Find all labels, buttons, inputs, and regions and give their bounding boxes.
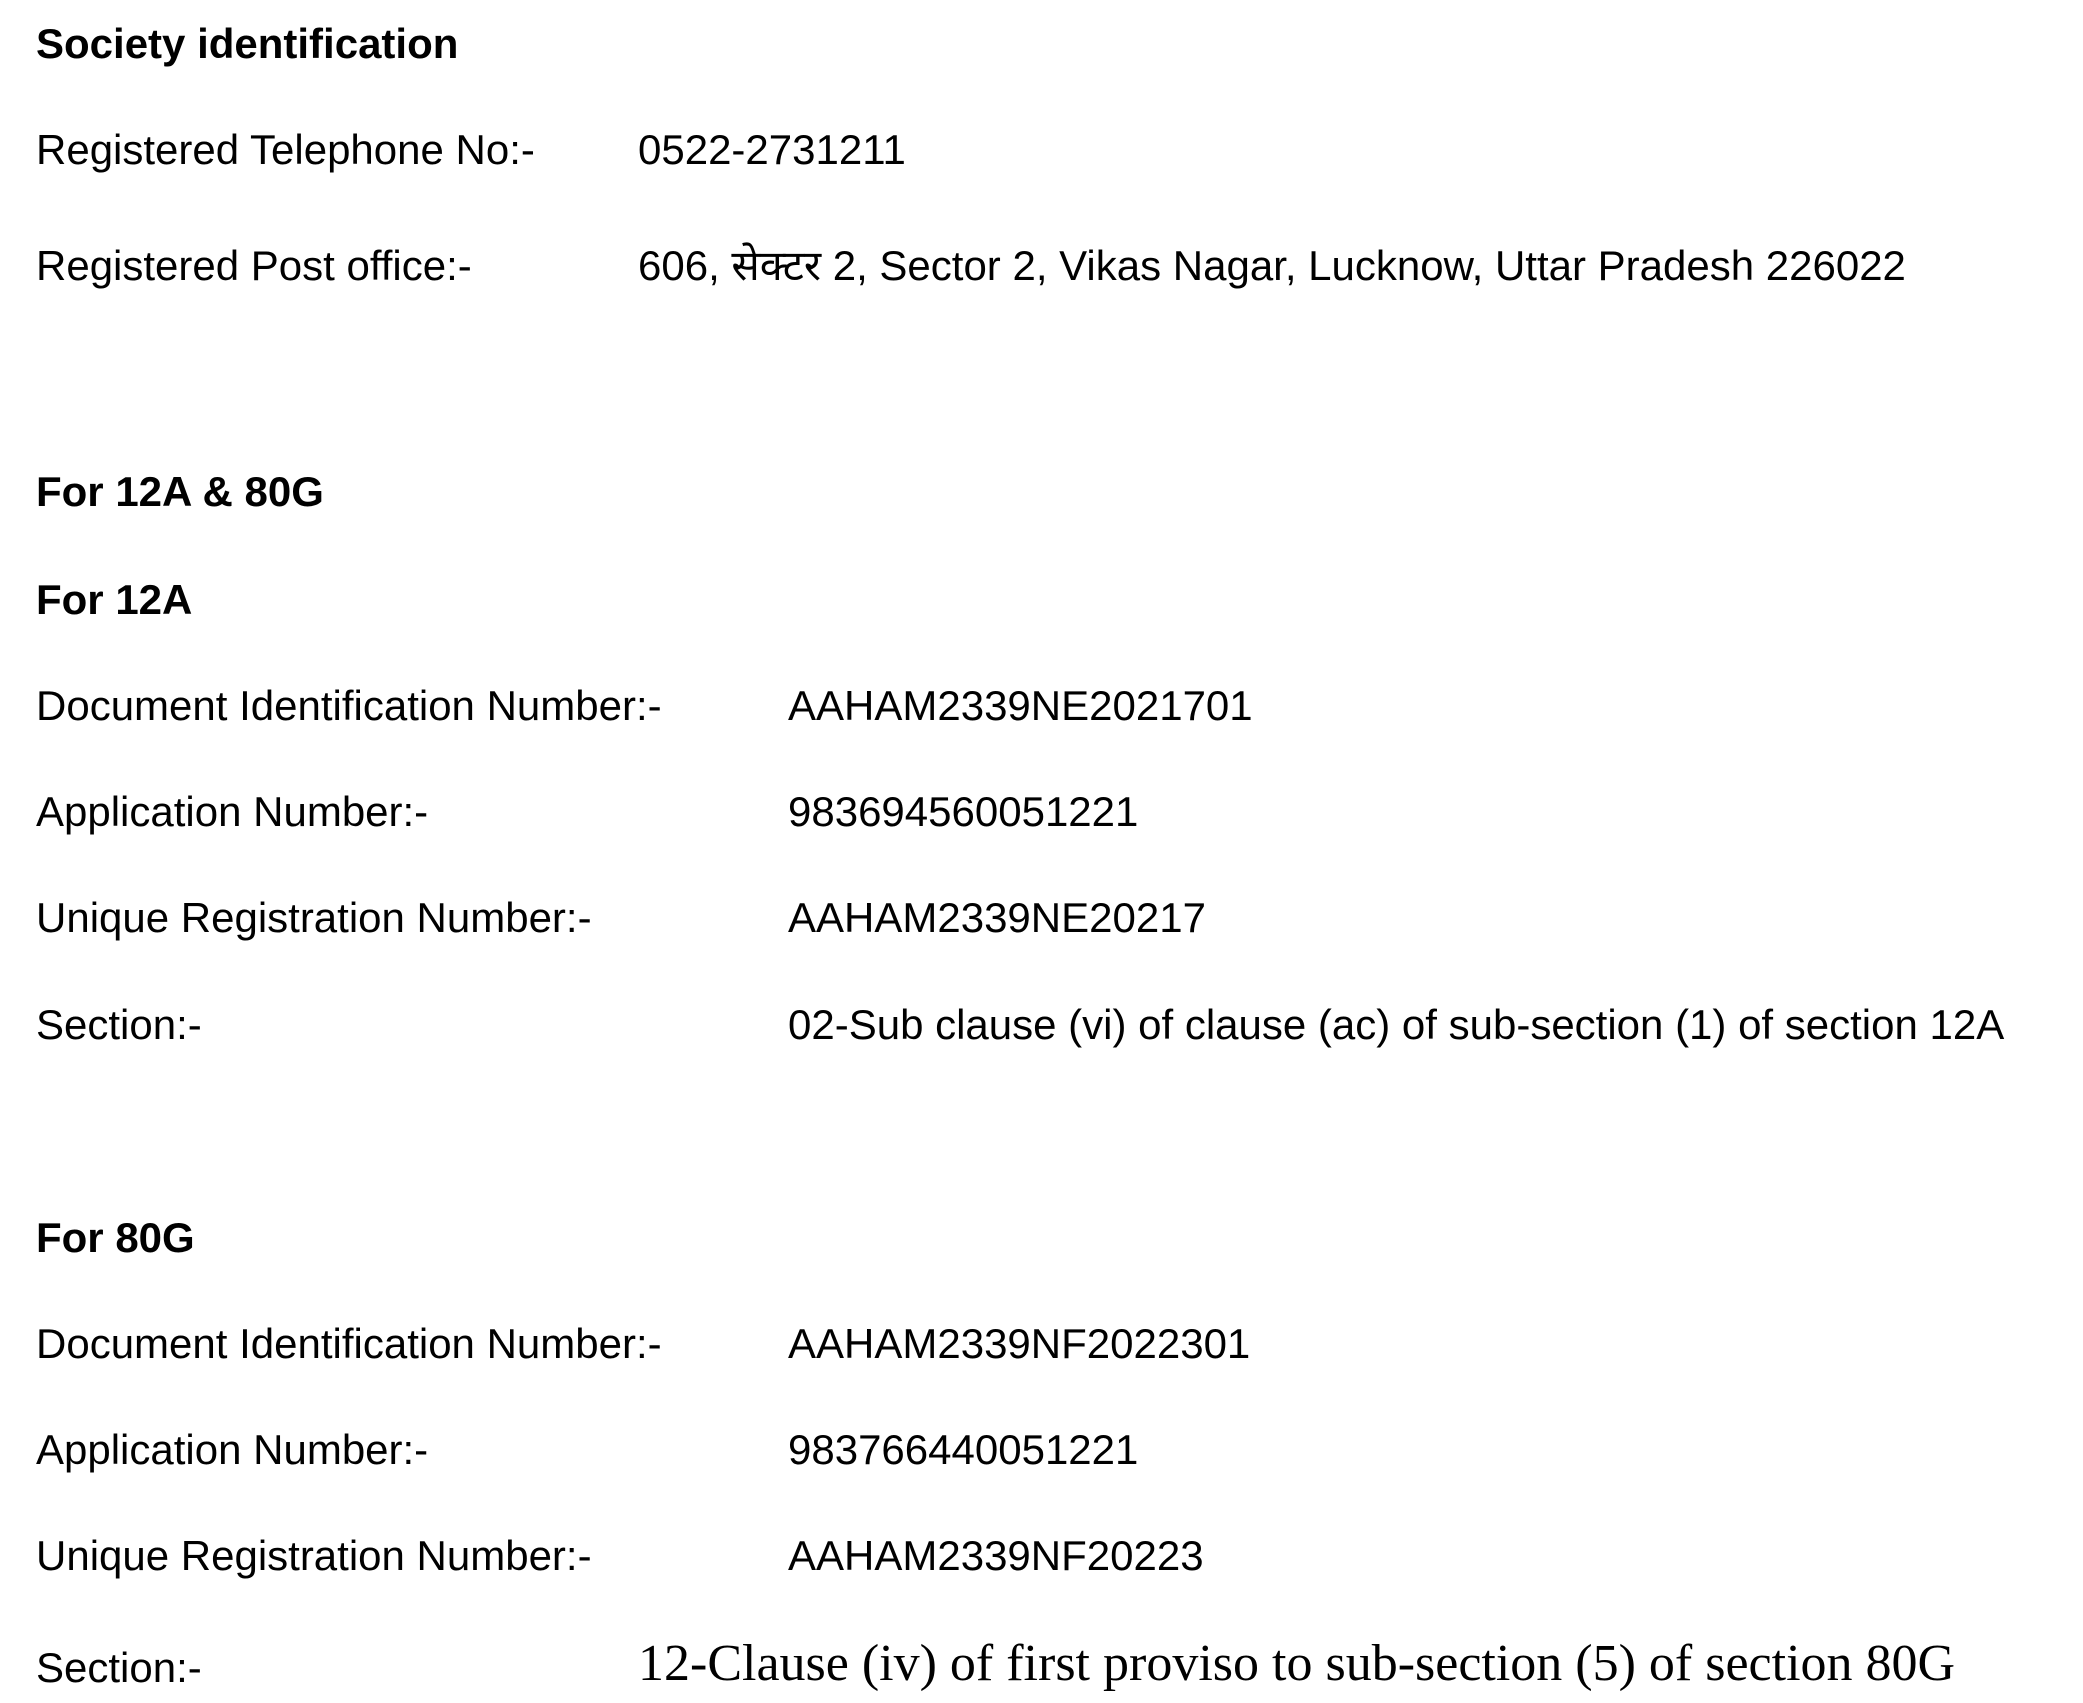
12a-doc-id-value: AAHAM2339NE2021701: [788, 682, 1253, 729]
80g-section-value: 12-Clause (iv) of first proviso to sub-section (5) of section 80G: [638, 1635, 1956, 1692]
80g-app-no-value: 983766440051221: [788, 1426, 1139, 1473]
12a-section-value: 02-Sub clause (vi) of clause (ac) of sub-section (1) of section 12A: [788, 1001, 2005, 1048]
80g-doc-id-value: AAHAM2339NF2022301: [788, 1320, 1251, 1367]
12a-urn-value: AAHAM2339NE20217: [788, 894, 1206, 941]
heading-80g: For 80G: [36, 1214, 195, 1261]
80g-urn-value: AAHAM2339NF20223: [788, 1532, 1204, 1579]
12a-doc-id-label: Document Identification Number:-: [36, 682, 662, 729]
post-office-value: 606, सेक्टर 2, Sector 2, Vikas Nagar, Lucknow, Uttar Pradesh 226022: [638, 242, 1906, 289]
post-office-label: Registered Post office:-: [36, 242, 472, 289]
80g-section-label: Section:-: [36, 1644, 202, 1691]
12a-urn-label: Unique Registration Number:-: [36, 894, 592, 941]
80g-urn-label: Unique Registration Number:-: [36, 1532, 592, 1579]
heading-12a-80g: For 12A & 80G: [36, 468, 324, 515]
telephone-label: Registered Telephone No:-: [36, 126, 535, 173]
12a-app-no-label: Application Number:-: [36, 788, 429, 835]
telephone-value: 0522-2731211: [638, 126, 906, 173]
80g-doc-id-label: Document Identification Number:-: [36, 1320, 662, 1367]
society-heading: Society identification: [36, 20, 459, 67]
12a-app-no-value: 983694560051221: [788, 788, 1139, 835]
heading-12a: For 12A: [36, 576, 193, 623]
80g-app-no-label: Application Number:-: [36, 1426, 429, 1473]
12a-section-label: Section:-: [36, 1001, 202, 1048]
